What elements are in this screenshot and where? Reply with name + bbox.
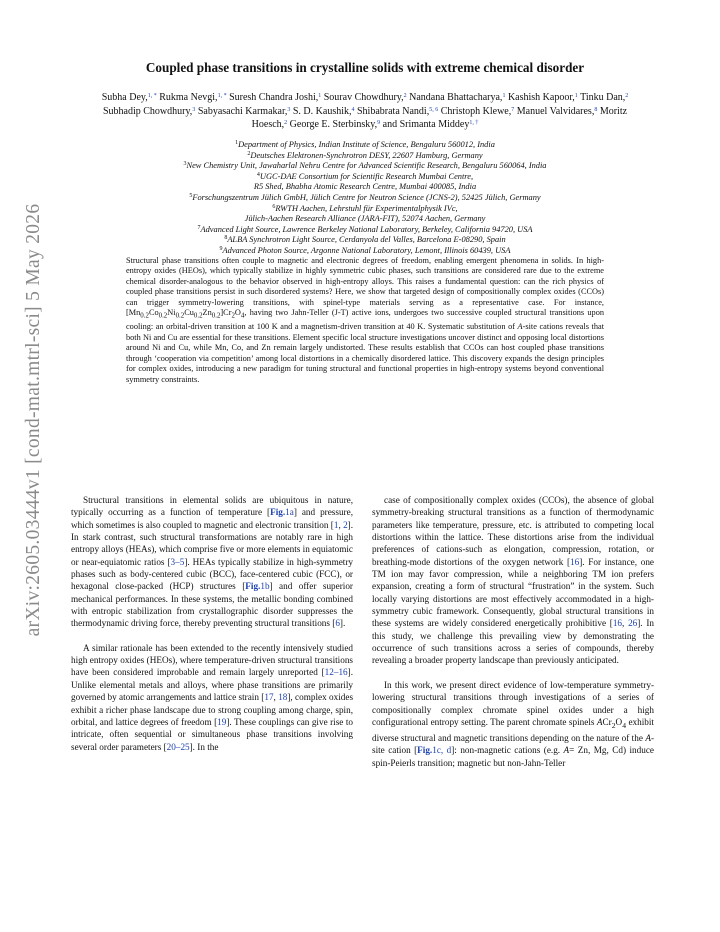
affiliation-line: R5 Shed, Bhabha Atomic Research Centre, Mumbai 400085, India [253,182,477,192]
affiliation-line: $^3$New Chemistry Unit, Jawaharlal Nehru Centre for Advanced Scientific Research, Bengaluru 560064, India [183,161,547,171]
affiliation-line: $^9$Advanced Photon Source, Argonne National Laboratory, Lemont, Illinois 60439, USA [219,245,511,255]
left-column [71,494,353,753]
body-paragraph: case of compositionally complex oxides (CCOs), the absence of global symmetry-breaking structural transitions as a function of thermodynamic parameters like temperature, pressure, etc. is attributed to competing local distortions within the lattice. These distortions arise from the individual preferences of cations-such as elongation, compression, rotation, or breathing-mode distortions of the oxygen network [16]. For instance, one TM ion may favor compression, while a neighboring TM ion prefers expansion, creating a form of structural “frustration” in the system. Such locally varying distortions are most effectively accommodated in a high-symmetry cubic framework. Consequently, global structural transitions in these systems are widely considered energetically prohibitive [16, 26]. In this study, we challenge this prevailing view by demonstrating the occurrence of such transitions across a series of compounds, thereby revealing a broader property landscape than previously anticipated. [372,495,654,666]
affiliation-line: $^8$ALBA Synchrotron Light Source, Cerdanyola del Valles, Barcelona E-08290, Spain [224,235,506,245]
arxiv-sidebar [14,180,54,660]
abstract: Structural phase transitions often couple to magnetic and electronic degrees of freedom, enabling emergent phenomena in solids. In high-entropy oxides (HEOs), which typically stabilize in highly symmetric cubic phases, such transitions are considered rare due to the extreme chemical disorder-analogous to the behavior observed in high-entropy alloys. This raises a fundamental question: can the rich physics of coupled phase transitions persist in such disordered systems? Here, we show that targeted design of compositionally complex oxides (CCOs) can trigger symmetry-lowering transitions, with spinel-type materials serving as a representative case. For instance, $[Mn_{0.2}Co_{0.2}Ni_{0.2}Cu_{0.2}Zn_{0.2}]Cr_2O_4$, having two Jahn-Teller (J-T) active ions, undergoes two successive coupled structural transitions upon cooling: an orbital-driven transition at 100 K and a magnetism-driven transition at 40 K. Systematic substitution of A-site cations reveals that both Ni and Cu are essential for these transitions. Element specific local structure investigations uncover distinct and opposing local distortions around Ni and Cu, while Mn, Co, and Zn remain largely undistorted. These results establish that CCOs can host coupled phase transitions through ‘cooperation via competition’ among local distortions in a chemically disordered lattice. This discovery expands the design principles for complex oxides, introducing a new paradigm for tuning structural and functional properties in high-entropy systems beyond conventional symmetry constraints. [126,256,604,384]
arxiv-identifier: arXiv:2605.03444v1 [cond-mat.mtrl-sci] 5 May 2026 [23,203,44,637]
body-paragraph: Structural transitions in elemental solids are ubiquitous in nature, typically occurring as a function of temperature [Fig.1a] and pressure, which sometimes is also coupled to magnetic and electronic transition [1, 2]. In stark contrast, such structural transformations are notably rare in high entropy alloys (HEAs), which comprise five or more elements in equiatomic or near-equiatomic ratios [3–5]. HEAs typically stabilize in high-symmetry phases such as body-centered cubic (BCC), face-centered cubic (FCC), or hexagonal close-packed (HCP) structures [Fig.1b] and offer superior mechanical performances. In these systems, the metallic bonding combined with entropic stabilization from crystallographic disorder suppresses the thermodynamic driving force, thereby preventing structural transitions [6]. [71,495,354,629]
affiliation-line: $^4$UGC-DAE Consortium for Scientific Research Mumbai Centre, [256,171,474,181]
body-paragraph: A similar rationale has been extended to the recently intensively studied high entropy oxides (HEOs), where temperature-driven structural transitions have been considered improbable and remain largely unreported [12–16]. Unlike elemental metals and alloys, where phase transitions are primarily governed by atomic arrangements and lattice strain [17, 18], complex oxides exhibit a richer phase landscape due to strong coupling among charge, spin, orbital, and lattice degrees of freedom [19]. These couplings can give rise to intricate, often sequential or simultaneous phase transitions involving several order parameters [20–25]. In the [71,642,354,752]
affiliation-line: $^2$Deutsches Elektronen-Synchrotron DESY, 22607 Hamburg, Germany [247,150,483,160]
right-column [372,494,654,769]
affiliation-line: $^6$RWTH Aachen, Lehrstuhl für Experimentalphysik IVc, [272,203,458,213]
body-paragraph: In this work, we present direct evidence of low-temperature symmetry-lowering structural transitions through investigations of a series of compositionally complex chromate spinel oxides under a high configurational entropy setting. The parent chromate spinels $ACr_2O_4$ exhibit diverse structural and magnetic transitions depending on the nature of the A-site cation [Fig.1c, d]: non-magnetic cations (e.g. A= Zn, Mg, Cd) induce spin-Peierls transition; magnetic but non-Jahn-Teller [372,679,654,768]
affiliation-line: $^5$Forschungszentrum Jülich GmbH, Jülich Centre for Neutron Science (JCNS-2), 52425 Jülich, Germany [189,192,541,202]
paper-title: Coupled phase transitions in crystalline solids with extreme chemical disorder [145,60,585,75]
affiliation-line: Jülich-Aachen Research Alliance (JARA-FIT), 52074 Aachen, Germany [244,214,486,224]
author-list: Subha Dey,$^{1, *}$ Rukma Nevgi,$^{1, *}$ Suresh Chandra Joshi,$^1$ Sourav Chowdhury,$^2$ Nandana Bhattacharya,$^1$ Kashish Kapoor,$^1$ Tinku Dan,$^2$ Subhadip Chowdhury,$^3$ Sabyasachi Karmakar,$^3$ S. D. Kaushik,$^4$ Shibabrata Nandi,$^{5, 6}$ Christoph Klewe,$^7$ Manuel Valvidares,$^8$ Moritz Hoesch,$^2$ George E. Sterbinsky,$^9$ and Srimanta Middey$^{1, \dagger}$ [101,92,629,131]
affiliation-line: $^7$Advanced Light Source, Lawrence Berkeley National Laboratory, Berkeley, California 94720, USA [197,224,533,234]
affiliations [90,140,640,257]
affiliation-line: $^1$Department of Physics, Indian Institute of Science, Bengaluru 560012, India [235,140,495,149]
